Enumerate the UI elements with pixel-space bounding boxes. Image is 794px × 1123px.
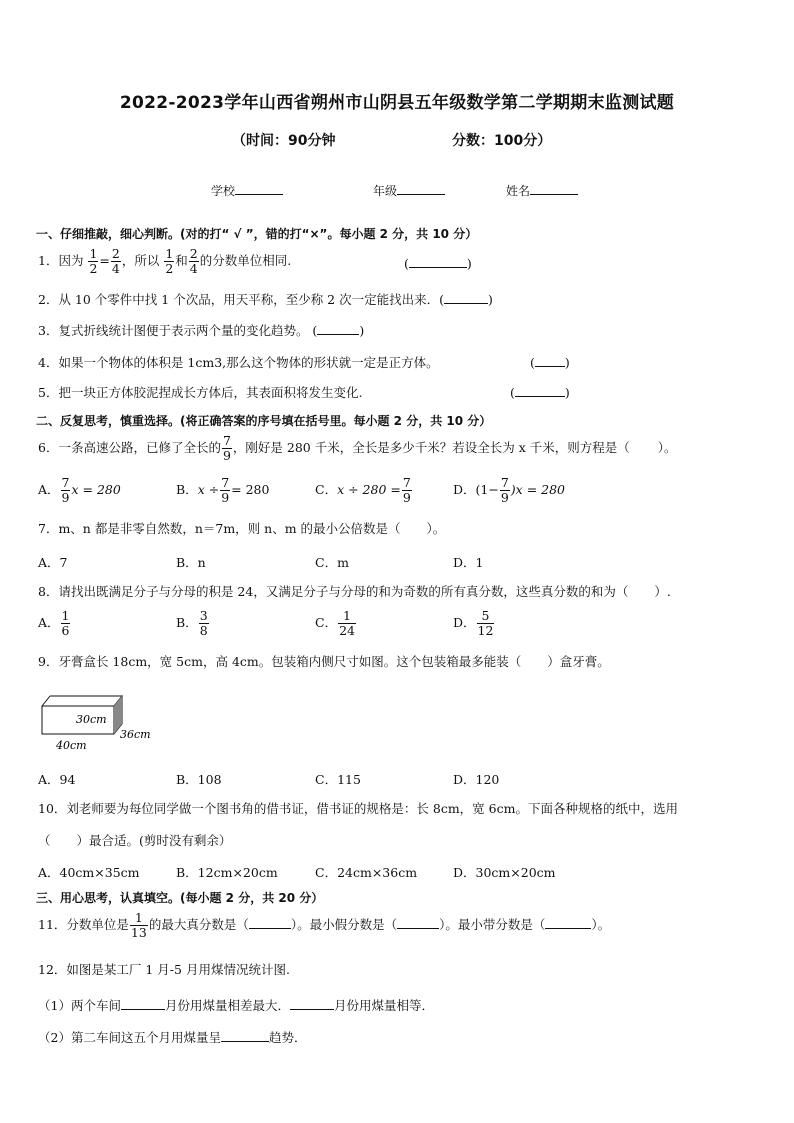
- school-field: 学校: [211, 182, 283, 199]
- q9-option-d[interactable]: D．120: [453, 772, 500, 787]
- q6-option-b[interactable]: B．x ÷ $\frac{7}{9}$ = 280: [176, 475, 270, 505]
- q10-option-b[interactable]: B．12cm×20cm: [176, 865, 278, 880]
- question-12: 12．如图是某工厂 1 月-5 月用煤情况统计图.: [38, 962, 290, 977]
- answer-11b[interactable]: [397, 917, 439, 929]
- school-blank[interactable]: [235, 182, 283, 195]
- q9-option-b[interactable]: B．108: [176, 772, 222, 787]
- answer-11a[interactable]: [249, 917, 291, 929]
- q7-option-d[interactable]: D．1: [453, 555, 484, 570]
- answer-12-1a[interactable]: [121, 998, 165, 1010]
- question-11: 11．分数单位是 $\frac{1}{13}$ 的最大真分数是（ ）。最小假分数是（ ）。最小带分数是（ ）。: [38, 910, 611, 940]
- box-figure: [36, 692, 166, 754]
- exam-time: （时间：90分钟: [232, 133, 336, 149]
- question-5: 5．把一块正方体胶泥捏成长方体后，其表面积将发生变化.: [38, 385, 363, 400]
- answer-3[interactable]: [317, 323, 359, 335]
- q9-option-a[interactable]: A．94: [38, 772, 76, 787]
- q10-option-d[interactable]: D．30cm×20cm: [453, 865, 556, 880]
- question-7: 7．m、n 都是非零自然数，n＝7m，则 n、m 的最小公倍数是（ ）。: [38, 521, 446, 536]
- answer-5[interactable]: ( ): [510, 385, 570, 400]
- q6-option-c[interactable]: C．x ÷ 280 = $\frac{7}{9}$: [315, 475, 411, 505]
- question-6: 6．一条高速公路，已修了全长的 $\frac{7}{9}$ ，刚好是 280 千米，全长是多少千米？若设全长为 x 千米，则方程是（ ）。: [38, 433, 677, 463]
- box-height-label: 36cm: [120, 728, 151, 741]
- q8-option-c[interactable]: C． $\frac{1}{24}$: [315, 608, 355, 638]
- grade-field: 年级: [373, 182, 445, 199]
- question-10-cont: （ ）最合适。(剪时没有剩余）: [38, 833, 232, 848]
- question-8: 8．请找出既满足分子与分母的积是 24，又满足分子与分母的和为奇数的所有真分数，这些真分数的和为（ ）.: [38, 584, 671, 599]
- question-9: 9．牙膏盒长 18cm，宽 5cm，高 4cm。包装箱内侧尺寸如图。这个包装箱最多能装（ ）盒牙膏。: [38, 654, 610, 669]
- answer-12-2[interactable]: [221, 1030, 269, 1042]
- question-3: 3．复式折线统计图便于表示两个量的变化趋势。 ( ): [38, 323, 365, 338]
- q7-option-a[interactable]: A．7: [38, 555, 68, 570]
- q9-option-c[interactable]: C．115: [315, 772, 361, 787]
- answer-11c[interactable]: [545, 917, 591, 929]
- question-10: 10．刘老师要为每位同学做一个图书角的借书证，借书证的规格是：长 8cm，宽 6cm。下面各种规格的纸中，选用: [38, 801, 678, 816]
- exam-score: 分数：100分）: [452, 133, 552, 149]
- q8-option-a[interactable]: A． $\frac{1}{6}$: [38, 608, 70, 638]
- answer-4[interactable]: ( ): [530, 355, 570, 370]
- question-4: 4．如果一个物体的体积是 1cm3,那么这个物体的形状就一定是正方体。: [38, 355, 439, 370]
- answer-2[interactable]: [444, 292, 488, 304]
- q7-option-c[interactable]: C．m: [315, 555, 349, 570]
- q8-option-d[interactable]: D． $\frac{5}{12}$: [453, 608, 494, 638]
- section-3-heading: 三、用心思考，认真填空。(每小题 2 分，共 20 分）: [36, 891, 324, 905]
- question-12-1: （1）两个车间 月份用煤量相差最大． 月份用煤量相等．: [38, 998, 434, 1013]
- section-1-heading: 一、仔细推敲，细心判断。(对的打“ √ ”，错的打“×”。每小题 2 分，共 10 分）: [36, 227, 478, 241]
- q7-option-b[interactable]: B．n: [176, 555, 206, 570]
- question-12-2: （2）第二车间这五个月用煤量呈 趋势．: [38, 1030, 307, 1045]
- section-2-heading: 二、反复思考，慎重选择。(将正确答案的序号填在括号里。每小题 2 分，共 10 分）: [36, 414, 492, 428]
- answer-12-1b[interactable]: [290, 998, 334, 1010]
- q6-option-d[interactable]: D．(1− $\frac{7}{9}$ )x = 280: [453, 475, 566, 505]
- name-blank[interactable]: [530, 182, 578, 195]
- name-field: 姓名: [506, 182, 578, 199]
- q10-option-a[interactable]: A．40cm×35cm: [38, 865, 140, 880]
- q10-option-c[interactable]: C．24cm×36cm: [315, 865, 418, 880]
- answer-1[interactable]: ( ): [404, 256, 472, 271]
- q8-option-b[interactable]: B． $\frac{3}{8}$: [176, 608, 208, 638]
- page-title: 2022-2023学年山西省朔州市山阴县五年级数学第二学期期末监测试题: [119, 93, 675, 113]
- q6-option-a[interactable]: A． $\frac{7}{9}$ x = 280: [38, 475, 121, 505]
- box-length-label: 40cm: [56, 739, 87, 752]
- box-width-label: 30cm: [76, 713, 107, 726]
- question-1: 1．因为 $\frac{1}{2}$ = $\frac{2}{4}$ ，所以 $\frac{1}{2}$ 和 $\frac{2}{4}$ 的分数单位相同.: [38, 246, 292, 276]
- grade-blank[interactable]: [397, 182, 445, 195]
- question-2: 2．从 10 个零件中找 1 个次品，用天平称，至少称 2 次一定能找出来．( ): [38, 292, 493, 307]
